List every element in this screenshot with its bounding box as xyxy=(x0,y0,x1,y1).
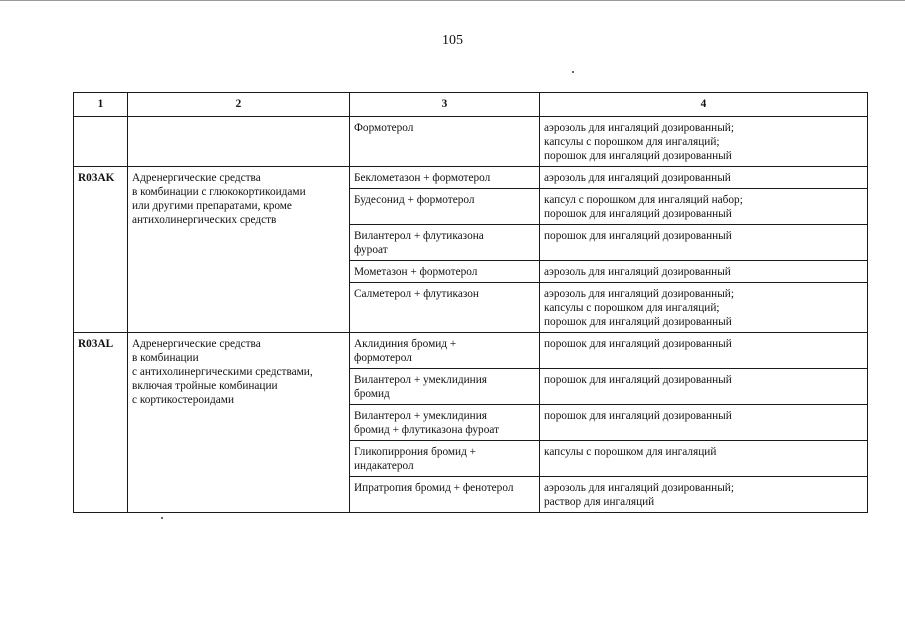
drug-table xyxy=(73,92,868,513)
dosage-form-line: аэрозоль для ингаляций дозированный; xyxy=(544,122,734,134)
description-line: в комбинации xyxy=(132,352,199,364)
dosage-form-line: порошок для ингаляций дозированный xyxy=(544,374,732,386)
description-line: с кортикостероидами xyxy=(132,394,234,406)
substance-cell xyxy=(350,369,540,405)
dosage-form-line: аэрозоль для ингаляций дозированный xyxy=(544,266,731,278)
scan-speck xyxy=(572,71,574,73)
dosage-form-line: капсул с порошком для ингаляций набор; xyxy=(544,194,743,206)
description-cell xyxy=(128,117,350,167)
column-header: 4 xyxy=(540,93,868,117)
substance-cell xyxy=(350,189,540,225)
group-description-cell xyxy=(128,167,350,333)
substance-line: Салметерол + флутиказон xyxy=(354,288,479,300)
code-cell xyxy=(74,117,128,167)
atc-code-cell: R03AK xyxy=(74,167,128,333)
dosage-form-line: порошок для ингаляций дозированный xyxy=(544,316,732,328)
description-line: или другими препаратами, кроме xyxy=(132,200,292,212)
dosage-form-line: порошок для ингаляций дозированный xyxy=(544,410,732,422)
substance-line: Гликопиррония бромид + xyxy=(354,446,477,458)
column-header: 1 xyxy=(74,93,128,117)
substance-cell xyxy=(350,167,540,189)
dosage-form-cell xyxy=(540,369,868,405)
dosage-form-cell xyxy=(540,333,868,369)
page-number: 105 xyxy=(442,33,463,48)
substance-line: Вилантерол + флутиказона xyxy=(354,230,484,242)
substance-line: Ипратропия бромид + фенотерол xyxy=(354,482,514,494)
dosage-form-cell xyxy=(540,283,868,333)
substance-line: бромид + флутиказона фуроат xyxy=(354,424,500,436)
dosage-form-line: аэрозоль для ингаляций дозированный; xyxy=(544,288,734,300)
column-header: 3 xyxy=(350,93,540,117)
description-line: Адренергические средства xyxy=(132,172,261,184)
table-header-row xyxy=(74,93,868,117)
dosage-form-cell xyxy=(540,117,868,167)
substance-cell xyxy=(350,261,540,283)
substance-line: фуроат xyxy=(354,244,388,256)
substance-cell xyxy=(350,283,540,333)
substance-line: бромид xyxy=(354,388,390,400)
substance-cell xyxy=(350,441,540,477)
substance-cell: Формотерол xyxy=(350,117,540,167)
dosage-form-line: порошок для ингаляций дозированный xyxy=(544,150,732,162)
dosage-form-cell xyxy=(540,167,868,189)
substance-cell xyxy=(350,477,540,513)
dosage-form-cell xyxy=(540,225,868,261)
dosage-form-line: порошок для ингаляций дозированный xyxy=(544,230,732,242)
dosage-form-line: капсулы с порошком для ингаляций; xyxy=(544,302,720,314)
description-line: антихолинергических средств xyxy=(132,214,277,226)
substance-line: Мометазон + формотерол xyxy=(354,266,478,278)
substance-cell xyxy=(350,225,540,261)
dosage-form-cell xyxy=(540,261,868,283)
substance-line: Беклометазон + формотерол xyxy=(354,172,491,184)
substance-line: Вилантерол + умеклидиния xyxy=(354,374,487,386)
group-description-cell xyxy=(128,333,350,513)
substance-line: формотерол xyxy=(354,352,412,364)
substance-cell xyxy=(350,405,540,441)
atc-code-cell: R03AL xyxy=(74,333,128,513)
dosage-form-line: порошок для ингаляций дозированный xyxy=(544,208,732,220)
description-line: включая тройные комбинации xyxy=(132,380,278,392)
dosage-form-cell xyxy=(540,189,868,225)
dosage-form-line: капсулы с порошком для ингаляций xyxy=(544,446,717,458)
dosage-form-line: раствор для ингаляций xyxy=(544,496,655,508)
table-row-continuation xyxy=(74,117,868,167)
dosage-form-line: аэрозоль для ингаляций дозированный xyxy=(544,172,731,184)
substance-line: индакатерол xyxy=(354,460,414,472)
substance-line: Вилантерол + умеклидиния xyxy=(354,410,487,422)
description-line: Адренергические средства xyxy=(132,338,261,350)
substance-line: Будесонид + формотерол xyxy=(354,194,475,206)
description-line: в комбинации с глюкокортикоидами xyxy=(132,186,306,198)
column-header: 2 xyxy=(128,93,350,117)
dosage-form-cell xyxy=(540,477,868,513)
scan-speck xyxy=(161,517,163,519)
top-edge-line xyxy=(0,0,905,1)
table-row xyxy=(74,167,868,189)
dosage-form-line: капсулы с порошком для ингаляций; xyxy=(544,136,720,148)
substance-cell xyxy=(350,333,540,369)
dosage-form-cell xyxy=(540,441,868,477)
table-row xyxy=(74,333,868,369)
dosage-form-line: аэрозоль для ингаляций дозированный; xyxy=(544,482,734,494)
substance-line: Аклидиния бромид + xyxy=(354,338,457,350)
dosage-form-line: порошок для ингаляций дозированный xyxy=(544,338,732,350)
dosage-form-cell xyxy=(540,405,868,441)
description-line: с антихолинергическими средствами, xyxy=(132,366,313,378)
